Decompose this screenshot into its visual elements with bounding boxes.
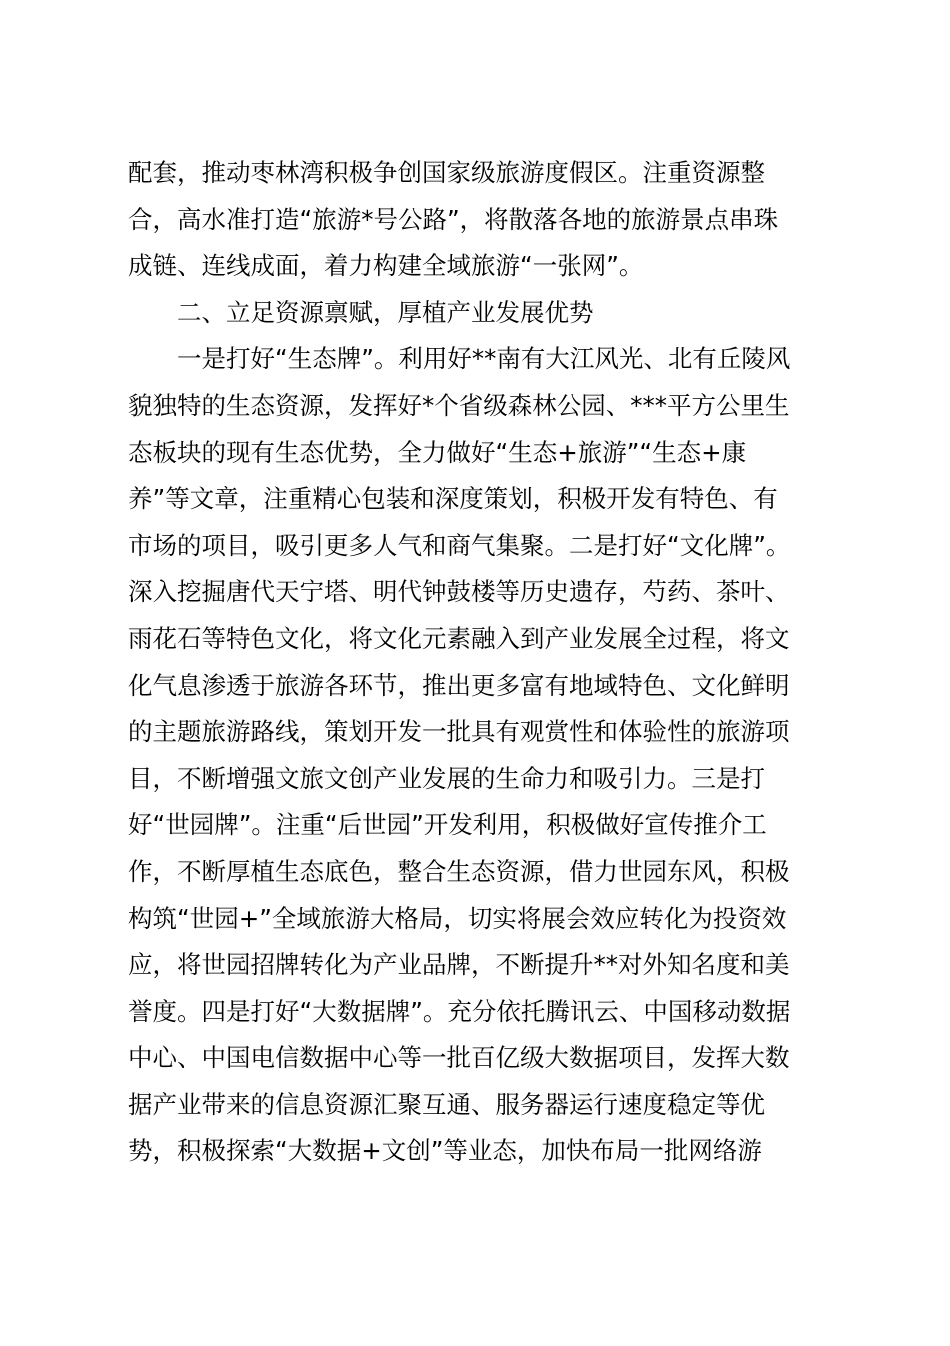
text-line: 誉度。四是打好“大数据牌”。充分依托腾讯云、中国移动数据: [128, 996, 791, 1026]
text-line: 貌独特的生态资源，发挥好*个省级森林公园、***平方公里生: [128, 390, 790, 420]
text-line: 化气息渗透于旅游各环节，推出更多富有地域特色、文化鲜明: [128, 670, 790, 700]
text-line: 据产业带来的信息资源汇聚互通、服务器运行速度稳定等优: [128, 1089, 765, 1119]
text-line: 构筑“世园+”全域旅游大格局，切实将展会效应转化为投资效: [128, 903, 787, 933]
text-line: 雨花石等特色文化，将文化元素融入到产业发展全过程，将文: [128, 623, 790, 653]
body-text: [128, 150, 828, 1175]
text-line: 势，积极探索“大数据+文创”等业态，加快布局一批网络游: [128, 1136, 762, 1166]
text-line: 市场的项目，吸引更多人气和商气集聚。二是打好“文化牌”。: [128, 530, 791, 560]
paragraph-first-line: 一是打好“生态牌”。利用好**南有大江风光、北有丘陵风: [177, 344, 791, 374]
text-line: 深入挖掘唐代天宁塔、明代钟鼓楼等历史遗存，芍药、茶叶、: [128, 577, 790, 607]
text-line: 的主题旅游路线，策划开发一批具有观赏性和体验性的旅游项: [128, 717, 790, 747]
text-line: 好“世园牌”。注重“后世园”开发利用，积极做好宣传推介工: [128, 810, 767, 840]
text-line: 成链、连线成面，着力构建全域旅游“一张网”。: [128, 251, 644, 281]
text-line: 作，不断厚植生态底色，整合生态资源，借力世园东风，积极: [128, 856, 790, 886]
text-line: 养”等文章，注重精心包装和深度策划，积极开发有特色、有: [128, 484, 778, 514]
text-line: 配套，推动枣林湾积极争创国家级旅游度假区。注重资源整: [128, 158, 765, 187]
text-line: 应，将世园招牌转化为产业品牌，不断提升**对外知名度和美: [128, 950, 790, 980]
text-line: 态板块的现有生态优势，全力做好“生态+旅游”“生态+康: [128, 437, 747, 467]
text-line: 合，高水准打造“旅游*号公路”，将散落各地的旅游景点串珠: [128, 204, 779, 234]
text-line: 中心、中国电信数据中心等一批百亿级大数据项目，发挥大数: [128, 1043, 790, 1073]
paragraph-first-line: 二、立足资源禀赋，厚植产业发展优势: [177, 297, 594, 327]
text-line: 目，不断增强文旅文创产业发展的生命力和吸引力。三是打: [128, 763, 765, 793]
